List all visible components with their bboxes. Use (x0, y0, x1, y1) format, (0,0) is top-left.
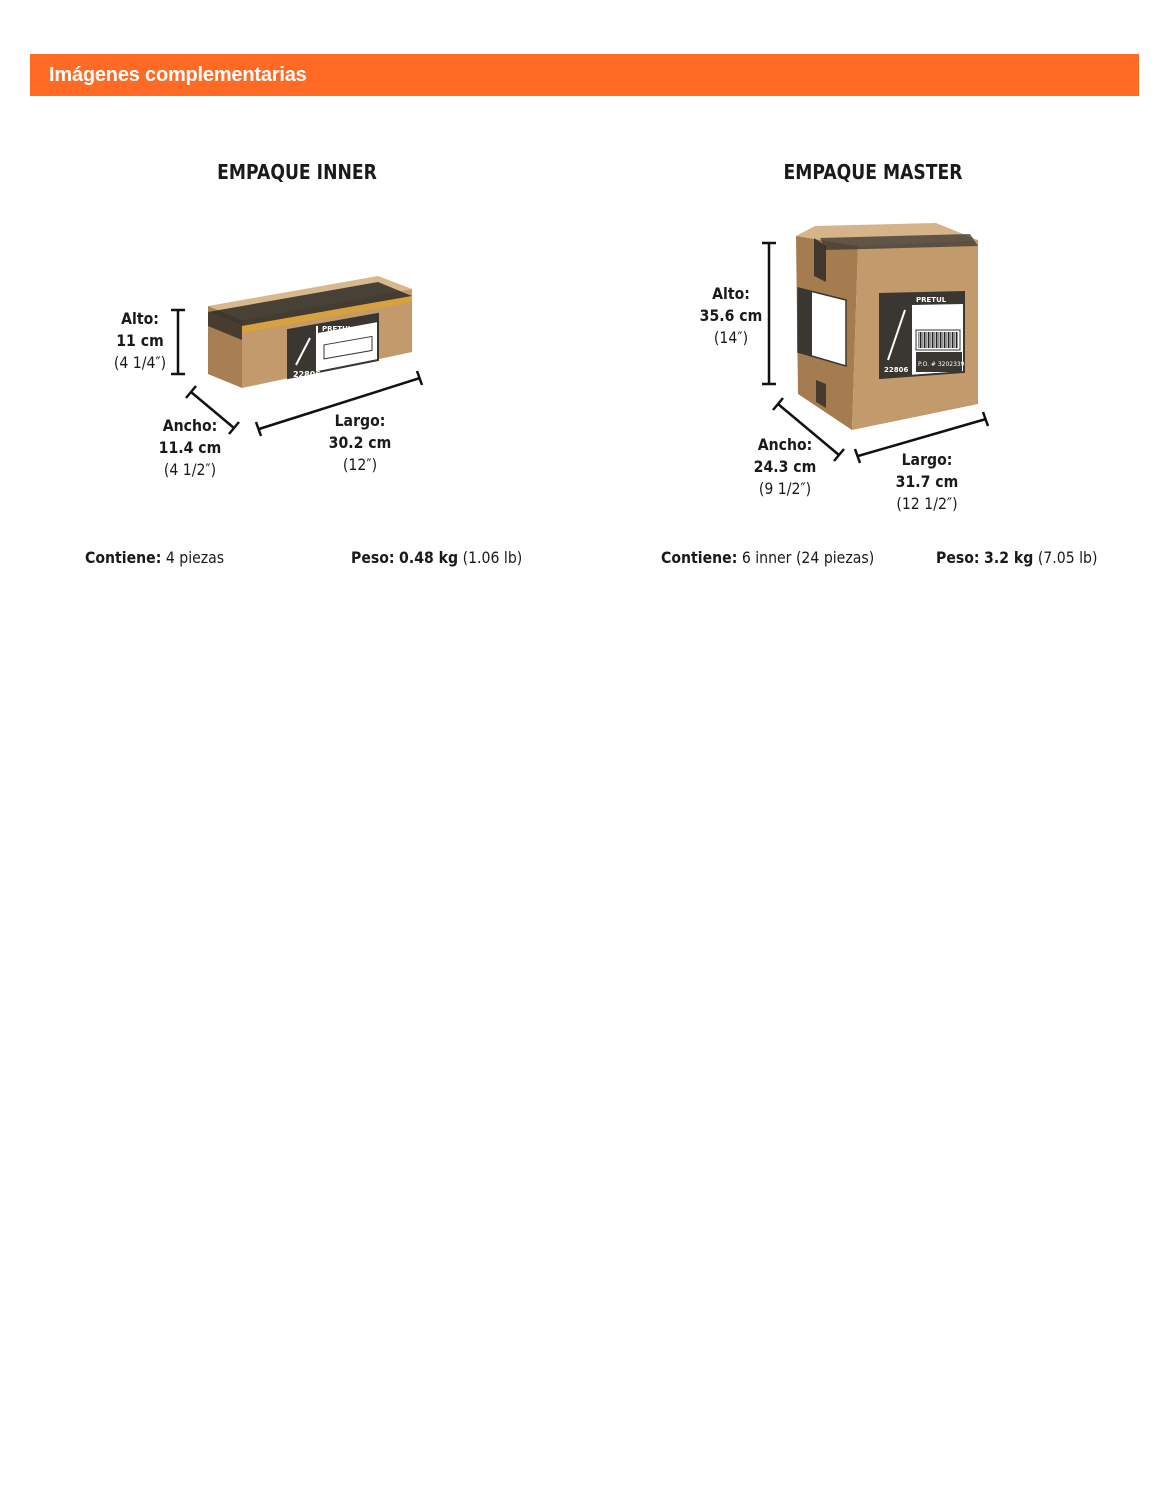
inner-alto-imperial: (4 1/4″) (113, 353, 167, 372)
master-peso-label: Peso: (936, 548, 980, 567)
inner-contiene (85, 548, 224, 567)
master-largo-metric: 31.7 cm (895, 472, 959, 491)
inner-peso-kg: 0.48 kg (399, 548, 459, 567)
master-ancho-imperial: (9 1/2″) (758, 479, 812, 498)
inner-box-image (208, 276, 412, 388)
master-alto-title: Alto: (712, 284, 750, 303)
master-box-brand: PRETUL (916, 296, 947, 304)
inner-title: EMPAQUE INNER (217, 160, 377, 184)
master-largo-title: Largo: (901, 450, 953, 469)
master-alto-metric: 35.6 cm (699, 306, 763, 325)
master-peso-kg: 3.2 kg (984, 548, 1034, 567)
master-largo-imperial: (12 1/2″) (896, 494, 958, 513)
master-box-po: P.O. # 3202339 (918, 361, 965, 368)
master-contiene-label: Contiene: (661, 548, 738, 567)
inner-alto-metric: 11 cm (116, 331, 164, 350)
inner-alto-label (85, 308, 195, 374)
master-alto-imperial: (14″) (713, 328, 749, 347)
master-alto-label (676, 283, 786, 349)
inner-ancho-label (135, 415, 245, 481)
master-contiene-value: 6 inner (24 piezas) (741, 548, 875, 567)
master-ancho-label (730, 434, 840, 500)
inner-box-brand: PRETUL (322, 325, 353, 333)
inner-box-code: 22806 (293, 370, 321, 379)
master-box-image (796, 223, 978, 430)
header-title: Imágenes complementarias (49, 64, 307, 86)
master-title: EMPAQUE MASTER (783, 160, 963, 184)
master-contiene (661, 548, 874, 567)
inner-contiene-value: 4 piezas (165, 548, 225, 567)
inner-largo-metric: 30.2 cm (328, 433, 392, 452)
inner-contiene-label: Contiene: (85, 548, 162, 567)
master-ancho-metric: 24.3 cm (753, 457, 817, 476)
inner-largo-imperial: (12″) (342, 455, 378, 474)
master-peso (936, 548, 1097, 567)
inner-largo-label (305, 410, 415, 476)
inner-peso (351, 548, 522, 567)
inner-ancho-title: Ancho: (162, 416, 218, 435)
inner-ancho-imperial: (4 1/2″) (163, 460, 217, 479)
inner-peso-lb: (1.06 lb) (462, 548, 523, 567)
master-ancho-title: Ancho: (757, 435, 813, 454)
inner-ancho-metric: 11.4 cm (158, 438, 222, 457)
master-box-code: 22806 (884, 366, 909, 374)
inner-alto-title: Alto: (121, 309, 159, 328)
master-peso-lb: (7.05 lb) (1037, 548, 1098, 567)
inner-largo-title: Largo: (334, 411, 386, 430)
master-largo-label (872, 449, 982, 515)
inner-peso-label: Peso: (351, 548, 395, 567)
